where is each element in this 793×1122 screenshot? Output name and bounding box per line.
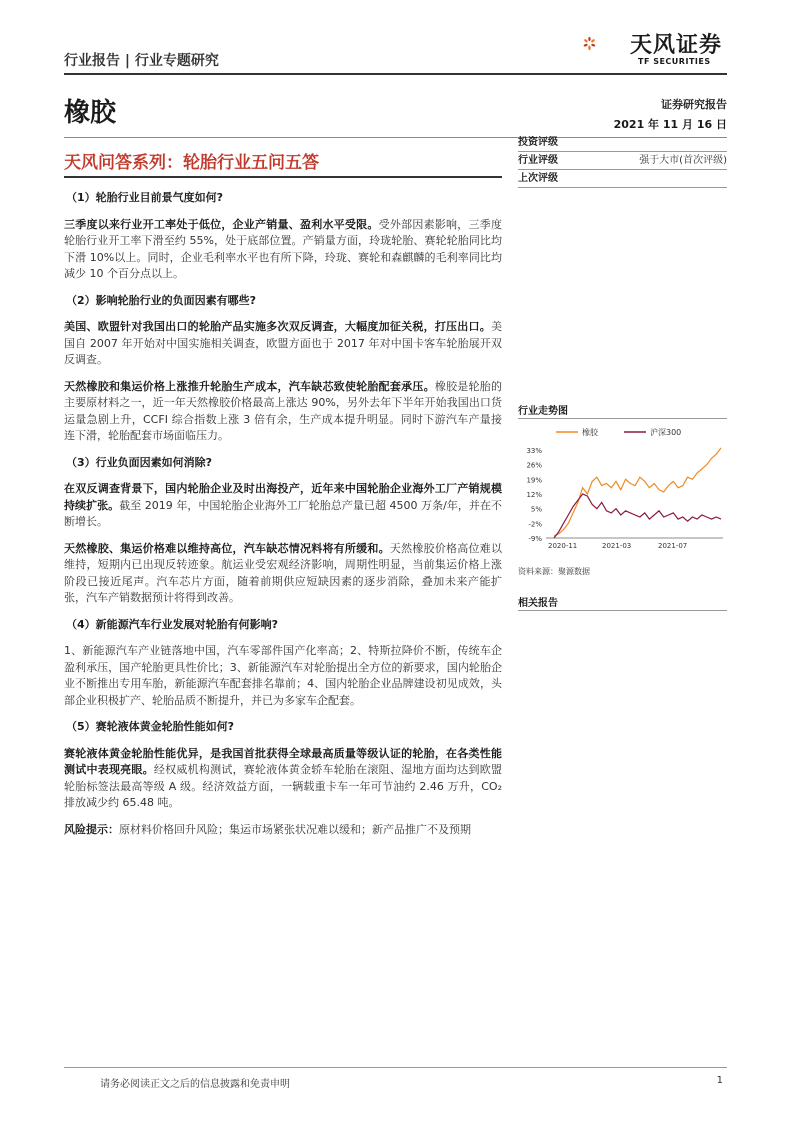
y-tick-label: 5% bbox=[530, 505, 542, 514]
report-category: 行业报告 | 行业专题研究 bbox=[64, 53, 219, 69]
y-tick-label: -9% bbox=[528, 535, 542, 543]
paragraph: 在双反调查背景下，国内轮胎企业及时出海投产，近年来中国轮胎企业海外工厂产销规模持续扩张。截至 2019 年，中国轮胎企业海外工厂轮胎总产量已超 4500 万条/年，并在不断增长。 bbox=[64, 482, 503, 528]
section-3 bbox=[64, 455, 502, 607]
chart-source: 资料来源：聚源数据 bbox=[518, 567, 590, 576]
x-tick-label: 2020-11 bbox=[548, 542, 578, 550]
paragraph: 天然橡胶和集运价格上涨推升轮胎生产成本，汽车缺芯致使轮胎配套承压。橡胶是轮胎的主要原材料之一，近一年天然橡胶价格最高上涨达 90%，另外去年下半年开始我国出口货运量急剧上升，CCFI 综合指数上涨 3 倍有余，生产成本提升明显。同时下游汽车产量接连下滑，轮胎配套市场面临压力。 bbox=[64, 379, 503, 442]
rating-row: 上次评级 bbox=[518, 170, 727, 188]
logo-petals bbox=[583, 37, 595, 50]
header-divider bbox=[64, 73, 727, 75]
y-tick-label: -2% bbox=[528, 520, 542, 529]
x-tick-label: 2021-03 bbox=[602, 542, 632, 550]
question-3: （3）行业负面因素如何消除? bbox=[66, 455, 213, 469]
title-divider-bottom bbox=[64, 176, 502, 178]
report-date: 2021 年 11 月 16 日 bbox=[613, 118, 727, 131]
section-1 bbox=[64, 190, 502, 283]
logo-subtext: TF SECURITIES bbox=[638, 57, 711, 66]
question-4: （4）新能源汽车行业发展对轮胎有何影响? bbox=[66, 617, 279, 631]
y-tick-label: 12% bbox=[526, 491, 542, 499]
x-tick-label: 2021-07 bbox=[658, 542, 688, 550]
series-line-rubber bbox=[554, 448, 721, 536]
report-title: 天风问答系列：轮胎行业五问五答 bbox=[64, 153, 319, 173]
section-4 bbox=[64, 617, 502, 710]
legend-label: 橡胶 bbox=[582, 428, 598, 437]
risk-warning: 风险提示：原材料价格回升风险；集运市场紧张状况难以缓和；新产品推广不及预期 bbox=[64, 822, 471, 836]
trend-chart-title: 行业走势图 bbox=[518, 402, 727, 419]
question-5: （5）赛轮液体黄金轮胎性能如何? bbox=[66, 720, 235, 733]
legend-label: 沪深300 bbox=[650, 428, 682, 437]
page-number: 1 bbox=[716, 1075, 723, 1086]
y-tick-label: 33% bbox=[526, 447, 542, 455]
section-5 bbox=[64, 719, 502, 812]
related-reports-title: 相关报告 bbox=[518, 594, 727, 611]
paragraph: 1、新能源汽车产业链落地中国，汽车零部件国产化率高；2、特斯拉降价不断，传统车企盈利承压，国产轮胎更具性价比；3、新能源汽车对轮胎提出全方位的新要求，国内轮胎企业不断推出专用车胎，新能源汽车配套排名靠前；4、国内轮胎企业品牌建设初见成效，头部企业积极扩产、轮胎品质不断提升，并已为多家车企配套。 bbox=[64, 644, 502, 707]
y-tick-label: 26% bbox=[526, 461, 542, 470]
question-2: （2）影响轮胎行业的负面因素有哪些? bbox=[66, 293, 257, 307]
section-2 bbox=[64, 293, 502, 445]
paragraph: 三季度以来行业开工率处于低位，企业产销量、盈利水平受限。受外部因素影响，三季度轮胎行业开工率下滑至约 55%，处于底部位置。产销量方面，玲珑轮胎、赛轮轮胎同比均下滑 10%以上。同时，企业毛利率水平也有所下降，玲珑、赛轮和森麒麟的毛利率同比均减少 10 个百分点以上。 bbox=[64, 217, 503, 280]
tf-logo-icon bbox=[583, 20, 627, 68]
paragraph: 美国、欧盟针对我国出口的轮胎产品实施多次双反调查，大幅度加征关税，打压出口。美国自 2007 年开始对中国实施相关调查，欧盟方面也于 2017 年对中国卡客车轮胎展开双反调查。 bbox=[64, 320, 502, 366]
question-1: （1）轮胎行业目前景气度如何? bbox=[66, 191, 224, 204]
sector-name: 橡胶 bbox=[64, 98, 117, 128]
main-content bbox=[64, 190, 502, 848]
logo-text: 天风证券 bbox=[630, 33, 723, 58]
rating-table bbox=[518, 134, 727, 188]
paragraph: 赛轮液体黄金轮胎性能优异，是我国首批获得全球最高质量等级认证的轮胎，在各类性能测试中表现亮眼。经权威机构测试，赛轮液体黄金轿车轮胎在滚阻、湿地方面均达到欧盟轮胎标签法最高等级 A 级。经济效益方面，一辆载重卡车一年可节油约 2.46 万升，CO₂排放减少约 65.48 吨。 bbox=[64, 746, 503, 809]
report-type: 证券研究报告 bbox=[661, 98, 727, 111]
trend-chart bbox=[518, 422, 727, 556]
paragraph: 天然橡胶、集运价格难以维持高位，汽车缺芯情况料将有所缓和。天然橡胶价格高位难以维持，短期内已出现反转迹象。航运业受宏观经济影响，周期性明显，当前集运价格上涨阶段已接近尾声。汽车芯片方面，随着前期供应短缺因素的逐步消除，叠加未来产能扩张，汽车产销数据预计将得到改善。 bbox=[64, 541, 503, 604]
footer-disclaimer: 请务必阅读正文之后的信息披露和免责申明 bbox=[100, 1079, 290, 1090]
rating-row: 行业评级 强于大市(首次评级) bbox=[518, 152, 727, 170]
y-tick-label: 19% bbox=[526, 476, 542, 485]
footer-divider bbox=[64, 1067, 727, 1068]
rating-row: 投资评级 bbox=[518, 134, 727, 152]
